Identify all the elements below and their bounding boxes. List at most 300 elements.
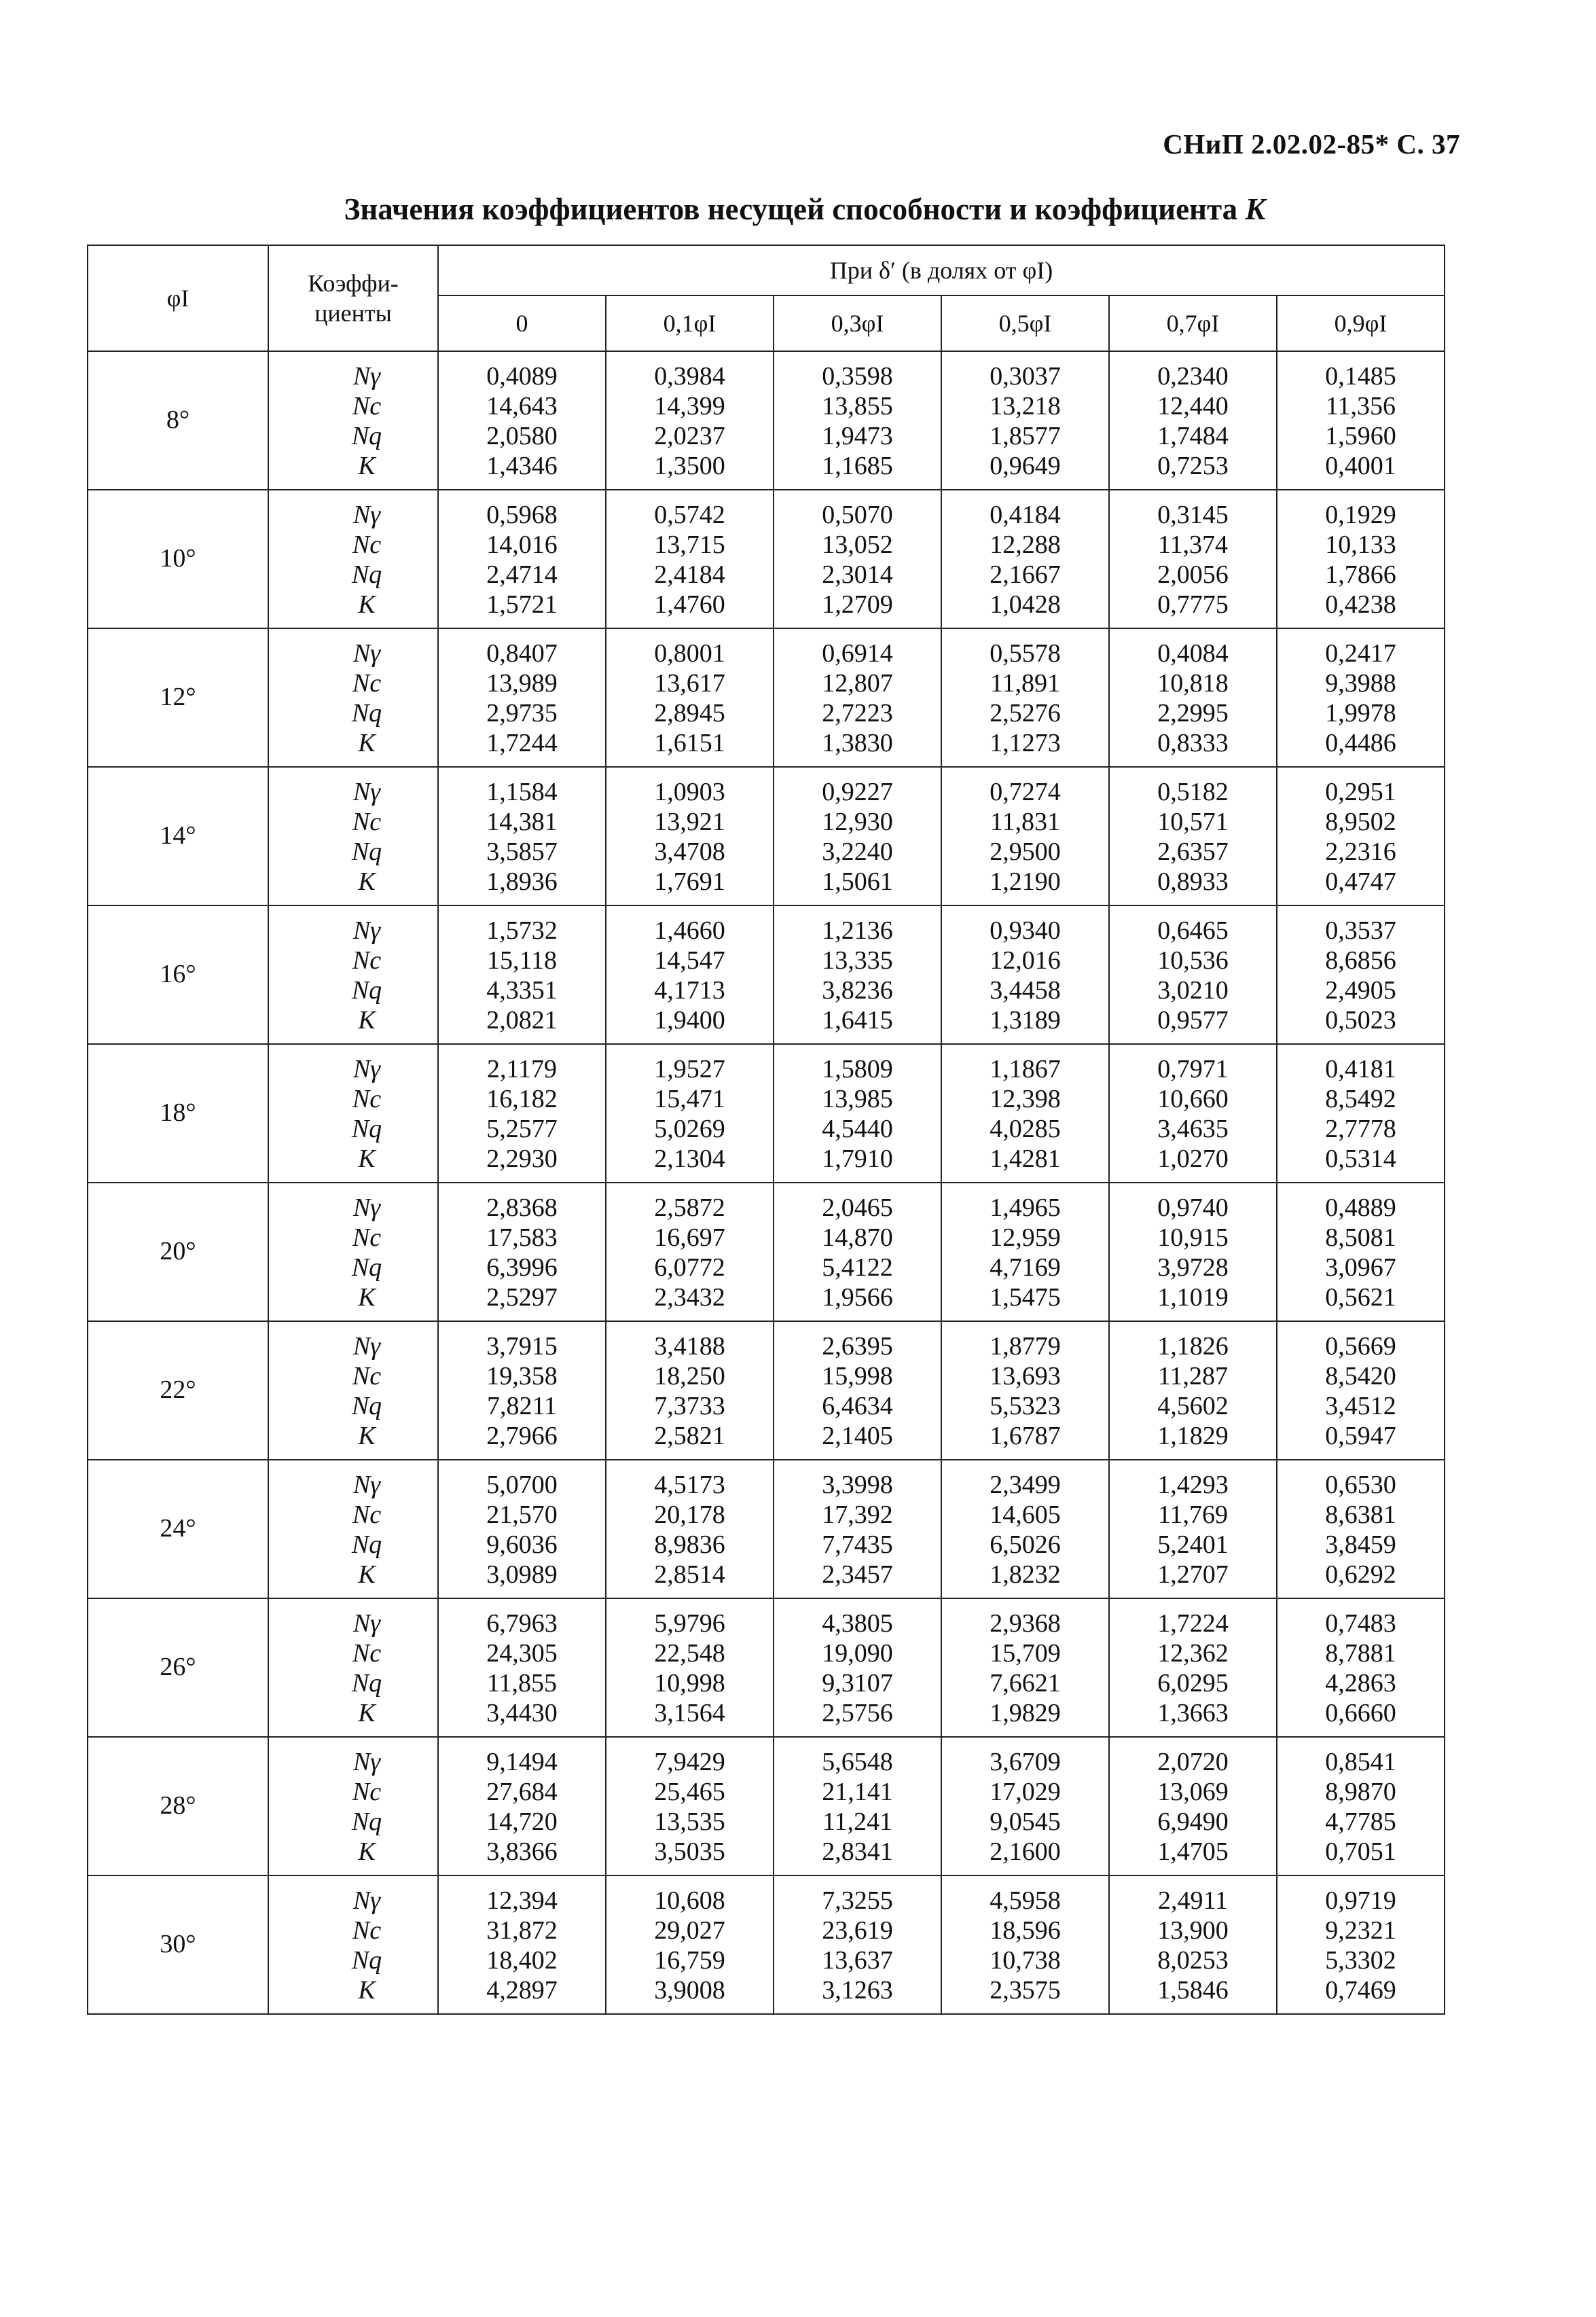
value-cell xyxy=(438,1875,606,2014)
phi-cell xyxy=(88,1460,268,1598)
coef-value: 8,5420 xyxy=(1325,1362,1396,1390)
value-cell xyxy=(606,767,774,905)
coef-column-header xyxy=(268,245,438,351)
coef-value: 4,5602 xyxy=(1157,1392,1229,1420)
coef-label: Nq xyxy=(351,699,382,728)
coef-value: 15,471 xyxy=(654,1085,725,1113)
value-cell xyxy=(774,1044,941,1183)
coef-value: 0,8407 xyxy=(486,639,558,668)
coef-value: 0,5742 xyxy=(654,501,725,529)
coef-value: 0,9740 xyxy=(1157,1193,1229,1222)
coef-value: 0,7483 xyxy=(1325,1609,1396,1638)
coef-value: 1,5061 xyxy=(822,867,893,896)
value-cell xyxy=(1109,905,1277,1044)
coef-value: 10,536 xyxy=(1157,946,1229,975)
coef-value: 1,1584 xyxy=(486,778,558,806)
coef-value: 2,6395 xyxy=(822,1332,893,1361)
coef-value: 11,831 xyxy=(990,808,1061,836)
coef-value: 6,0772 xyxy=(654,1253,725,1282)
coef-value: 2,3575 xyxy=(990,1976,1061,2005)
delta-group-header xyxy=(438,245,1445,295)
coef-value: 13,715 xyxy=(654,531,725,559)
table-row xyxy=(88,1598,1445,1737)
coef-value: 0,4084 xyxy=(1157,639,1229,668)
coef-label: K xyxy=(358,1283,376,1312)
coef-value: 0,4181 xyxy=(1325,1055,1396,1083)
coef-label: Nq xyxy=(351,1253,382,1282)
coef-value: 8,0253 xyxy=(1157,1946,1229,1975)
coef-label: Nc xyxy=(352,946,382,975)
coef-label: Nc xyxy=(352,1223,382,1252)
coef-value: 0,9719 xyxy=(1325,1886,1396,1915)
coef-value: 1,7910 xyxy=(822,1145,893,1173)
coef-value: 0,8333 xyxy=(1157,729,1229,757)
coef-label: Nγ xyxy=(352,1748,381,1776)
coef-value: 3,9728 xyxy=(1157,1253,1229,1282)
coef-value: 1,8779 xyxy=(990,1332,1061,1361)
coef-label: Nc xyxy=(352,669,382,698)
coef-value: 17,029 xyxy=(990,1778,1061,1806)
table-row xyxy=(88,351,1445,490)
coef-value: 13,069 xyxy=(1157,1778,1229,1806)
coef-value: 4,2897 xyxy=(486,1976,558,2005)
value-cell xyxy=(1277,1875,1445,2014)
value-cell xyxy=(1277,905,1445,1044)
coef-value: 10,998 xyxy=(654,1669,725,1698)
coef-value: 13,900 xyxy=(1157,1916,1229,1945)
coef-value: 11,287 xyxy=(1157,1362,1229,1390)
coef-value: 4,5173 xyxy=(654,1471,725,1499)
coef-value: 1,4705 xyxy=(1157,1837,1229,1866)
coef-value: 9,0545 xyxy=(990,1808,1061,1836)
coef-value: 5,9796 xyxy=(654,1609,725,1638)
coef-value: 12,930 xyxy=(822,808,893,836)
value-cell xyxy=(606,1321,774,1460)
coef-value: 3,5035 xyxy=(654,1837,725,1866)
coef-value: 13,617 xyxy=(654,669,725,698)
phi-cell xyxy=(88,767,268,905)
value-cell xyxy=(774,767,941,905)
coef-label: Nq xyxy=(351,976,382,1005)
column-header: 0,7φI xyxy=(1109,295,1277,351)
value-cell xyxy=(941,1183,1109,1321)
value-cell xyxy=(941,1875,1109,2014)
coef-label: Nc xyxy=(352,1085,382,1113)
value-cell xyxy=(1277,351,1445,490)
coef-label: Nc xyxy=(352,1501,382,1529)
coef-value: 2,1667 xyxy=(990,560,1061,589)
coef-value: 6,3996 xyxy=(486,1253,558,1282)
value-cell xyxy=(941,905,1109,1044)
phi-value: 28° xyxy=(160,1791,196,1820)
coef-value: 9,6036 xyxy=(486,1530,558,1559)
coef-label: Nγ xyxy=(352,1471,381,1499)
coef-value: 1,9527 xyxy=(654,1055,725,1083)
coef-value: 4,7785 xyxy=(1325,1808,1396,1836)
coef-value: 3,6709 xyxy=(990,1748,1061,1776)
coef-label: Nγ xyxy=(352,362,381,391)
coef-value: 11,356 xyxy=(1325,392,1396,420)
coef-value: 8,9502 xyxy=(1325,808,1396,836)
coef-value: 0,6465 xyxy=(1157,916,1229,945)
value-cell xyxy=(774,1737,941,1875)
coef-value: 1,9829 xyxy=(990,1699,1061,1727)
coef-value: 0,3598 xyxy=(822,362,893,391)
coef-label-cell xyxy=(268,1321,438,1460)
coef-value: 13,855 xyxy=(822,392,893,420)
column-header: 0,5φI xyxy=(941,295,1109,351)
coef-value: 9,3107 xyxy=(822,1669,893,1698)
coef-label: Nγ xyxy=(352,916,381,945)
phi-value: 30° xyxy=(160,1930,196,1958)
coef-value: 9,3988 xyxy=(1325,669,1396,698)
coef-value: 13,052 xyxy=(822,531,893,559)
coef-label-cell xyxy=(268,1737,438,1875)
coef-value: 10,660 xyxy=(1157,1085,1229,1113)
coef-value: 21,570 xyxy=(486,1501,558,1529)
table-row xyxy=(88,905,1445,1044)
coef-label-cell xyxy=(268,767,438,905)
value-cell xyxy=(606,1737,774,1875)
coef-value: 0,3537 xyxy=(1325,916,1396,945)
coef-value: 1,9978 xyxy=(1325,699,1396,728)
coef-value: 4,7169 xyxy=(990,1253,1061,1282)
coef-label-cell xyxy=(268,1875,438,2014)
coef-value: 0,7775 xyxy=(1157,590,1229,619)
coef-value: 3,0210 xyxy=(1157,976,1229,1005)
value-cell xyxy=(438,767,606,905)
coef-value: 3,4188 xyxy=(654,1332,725,1361)
coef-value: 2,0821 xyxy=(486,1006,558,1035)
coef-value: 0,4486 xyxy=(1325,729,1396,757)
value-cell xyxy=(438,1737,606,1875)
coef-value: 15,118 xyxy=(486,946,558,975)
coef-label: Nc xyxy=(352,808,382,836)
coef-value: 13,985 xyxy=(822,1085,893,1113)
coef-label: Nc xyxy=(352,1639,382,1668)
column-header: 0,9φI xyxy=(1277,295,1445,351)
coef-value: 3,1263 xyxy=(822,1976,893,2005)
coef-value: 4,3805 xyxy=(822,1609,893,1638)
coef-value: 13,535 xyxy=(654,1808,725,1836)
coef-value: 1,8577 xyxy=(990,422,1061,450)
coef-value: 1,9400 xyxy=(654,1006,725,1035)
coef-value: 2,0580 xyxy=(486,422,558,450)
value-cell xyxy=(1109,1737,1277,1875)
value-cell xyxy=(941,1598,1109,1737)
value-cell xyxy=(774,490,941,628)
table-row xyxy=(88,1875,1445,2014)
coef-value: 7,8211 xyxy=(486,1392,558,1420)
coef-value: 1,7484 xyxy=(1157,422,1229,450)
coef-value: 12,398 xyxy=(990,1085,1061,1113)
coef-value: 1,0903 xyxy=(654,778,725,806)
coef-value: 1,0270 xyxy=(1157,1145,1229,1173)
phi-cell xyxy=(88,351,268,490)
coef-value: 0,1485 xyxy=(1325,362,1396,391)
coef-value: 0,5578 xyxy=(990,639,1061,668)
coef-label: Nγ xyxy=(352,1193,381,1222)
coef-value: 1,7691 xyxy=(654,867,725,896)
coef-value: 1,8936 xyxy=(486,867,558,896)
coef-value: 5,2401 xyxy=(1157,1530,1229,1559)
coef-value: 0,5182 xyxy=(1157,778,1229,806)
coef-value: 4,1713 xyxy=(654,976,725,1005)
value-cell xyxy=(438,1460,606,1598)
value-cell xyxy=(774,1875,941,2014)
coef-value: 14,643 xyxy=(486,392,558,420)
coef-value: 0,6292 xyxy=(1325,1560,1396,1589)
coef-value: 3,9008 xyxy=(654,1976,725,2005)
coef-value: 1,6787 xyxy=(990,1422,1061,1450)
coef-value: 3,5857 xyxy=(486,838,558,866)
coef-value: 3,4635 xyxy=(1157,1115,1229,1143)
coef-value: 14,547 xyxy=(654,946,725,975)
coef-value: 3,4430 xyxy=(486,1699,558,1727)
coef-value: 1,1867 xyxy=(990,1055,1061,1083)
coef-value: 6,0295 xyxy=(1157,1669,1229,1698)
value-cell xyxy=(941,351,1109,490)
coef-value: 12,362 xyxy=(1157,1639,1229,1668)
coef-value: 13,921 xyxy=(654,808,725,836)
coef-value: 2,1600 xyxy=(990,1837,1061,1866)
coef-value: 0,5968 xyxy=(486,501,558,529)
coef-label: Nγ xyxy=(352,639,381,668)
value-cell xyxy=(438,490,606,628)
coef-value: 2,4184 xyxy=(654,560,725,589)
coef-value: 0,7469 xyxy=(1325,1976,1396,2005)
coef-label: K xyxy=(358,1976,376,2005)
coef-value: 11,769 xyxy=(1157,1501,1229,1529)
phi-value: 20° xyxy=(160,1237,196,1265)
coef-value: 8,7881 xyxy=(1325,1639,1396,1668)
value-cell xyxy=(941,1321,1109,1460)
coef-value: 1,6151 xyxy=(654,729,725,757)
coef-value: 2,3457 xyxy=(822,1560,893,1589)
coef-value: 0,8001 xyxy=(654,639,725,668)
coef-value: 17,583 xyxy=(486,1223,558,1252)
coef-label: Nq xyxy=(351,1115,382,1143)
coef-value: 2,0465 xyxy=(822,1193,893,1222)
coef-value: 2,1405 xyxy=(822,1422,893,1450)
coef-value: 0,3984 xyxy=(654,362,725,391)
value-cell xyxy=(1277,1183,1445,1321)
coef-value: 0,3037 xyxy=(990,362,1061,391)
value-cell xyxy=(606,351,774,490)
coef-value: 0,5023 xyxy=(1325,1006,1396,1035)
coef-value: 2,8368 xyxy=(486,1193,558,1222)
value-cell xyxy=(1277,1321,1445,1460)
coef-value: 7,3255 xyxy=(822,1886,893,1915)
coef-value: 20,178 xyxy=(654,1501,725,1529)
coef-value: 10,738 xyxy=(990,1946,1061,1975)
coef-value: 0,7253 xyxy=(1157,452,1229,480)
coef-label: Nc xyxy=(352,392,382,420)
coef-value: 0,1929 xyxy=(1325,501,1396,529)
coef-label: Nq xyxy=(351,838,382,866)
coef-value: 23,619 xyxy=(822,1916,893,1945)
value-cell xyxy=(438,351,606,490)
value-cell xyxy=(606,1044,774,1183)
coef-value: 2,9368 xyxy=(990,1609,1061,1638)
coef-value: 9,1494 xyxy=(486,1748,558,1776)
coef-value: 0,8541 xyxy=(1325,1748,1396,1776)
coef-value: 3,4458 xyxy=(990,976,1061,1005)
coef-value: 15,998 xyxy=(822,1362,893,1390)
phi-cell xyxy=(88,1044,268,1183)
coef-value: 10,915 xyxy=(1157,1223,1229,1252)
coef-value: 2,8341 xyxy=(822,1837,893,1866)
value-cell xyxy=(941,628,1109,767)
coef-label-cell xyxy=(268,628,438,767)
coef-value: 24,305 xyxy=(486,1639,558,1668)
coef-value: 2,3014 xyxy=(822,560,893,589)
phi-cell xyxy=(88,905,268,1044)
table-row xyxy=(88,1321,1445,1460)
coef-value: 1,9566 xyxy=(822,1283,893,1312)
value-cell xyxy=(774,351,941,490)
coef-label: K xyxy=(358,452,376,480)
value-cell xyxy=(774,1321,941,1460)
value-cell xyxy=(438,1183,606,1321)
table-body xyxy=(88,351,1445,2014)
coef-value: 0,9577 xyxy=(1157,1006,1229,1035)
coef-value: 4,0285 xyxy=(990,1115,1061,1143)
phi-value: 8° xyxy=(166,406,190,434)
phi-cell xyxy=(88,1875,268,2014)
value-cell xyxy=(1277,1737,1445,1875)
coef-value: 1,5960 xyxy=(1325,422,1396,450)
coef-label: Nq xyxy=(351,1530,382,1559)
coef-value: 8,9870 xyxy=(1325,1778,1396,1806)
coef-label: Nγ xyxy=(352,1886,381,1915)
coef-value: 0,5669 xyxy=(1325,1332,1396,1361)
coef-label: K xyxy=(358,1699,376,1727)
coef-value: 2,7223 xyxy=(822,699,893,728)
value-cell xyxy=(438,628,606,767)
coef-value: 0,4238 xyxy=(1325,590,1396,619)
coef-value: 14,016 xyxy=(486,531,558,559)
coef-value: 15,709 xyxy=(990,1639,1061,1668)
table-row xyxy=(88,490,1445,628)
coef-value: 1,3663 xyxy=(1157,1699,1229,1727)
coef-value: 1,7866 xyxy=(1325,560,1396,589)
coef-value: 2,3432 xyxy=(654,1283,725,1312)
value-cell xyxy=(941,1737,1109,1875)
value-cell xyxy=(941,1460,1109,1598)
coef-value: 2,9735 xyxy=(486,699,558,728)
value-cell xyxy=(1109,351,1277,490)
value-cell xyxy=(941,1044,1109,1183)
phi-cell xyxy=(88,1598,268,1737)
coef-label-cell xyxy=(268,1598,438,1737)
value-cell xyxy=(606,1598,774,1737)
coef-label-cell xyxy=(268,351,438,490)
coef-value: 0,2417 xyxy=(1325,639,1396,668)
coef-label: Nq xyxy=(351,560,382,589)
phi-value: 24° xyxy=(160,1514,196,1543)
coef-value: 1,7244 xyxy=(486,729,558,757)
value-cell xyxy=(774,628,941,767)
coef-value: 5,5323 xyxy=(990,1392,1061,1420)
value-cell xyxy=(1277,490,1445,628)
coef-value: 1,2190 xyxy=(990,867,1061,896)
coef-value: 0,4001 xyxy=(1325,452,1396,480)
value-cell xyxy=(606,1875,774,2014)
coef-value: 12,807 xyxy=(822,669,893,698)
value-cell xyxy=(1109,1044,1277,1183)
coef-value: 1,5809 xyxy=(822,1055,893,1083)
coef-value: 2,2995 xyxy=(1157,699,1229,728)
phi-value: 18° xyxy=(160,1098,196,1127)
value-cell xyxy=(1277,1598,1445,1737)
coef-label: Nq xyxy=(351,1392,382,1420)
coef-value: 2,5276 xyxy=(990,699,1061,728)
coef-value: 3,8236 xyxy=(822,976,893,1005)
coef-value: 2,4905 xyxy=(1325,976,1396,1005)
coef-value: 2,5872 xyxy=(654,1193,725,1222)
coef-value: 2,1304 xyxy=(654,1145,725,1173)
coef-label: K xyxy=(358,1145,376,1173)
coef-value: 5,3302 xyxy=(1325,1946,1396,1975)
coef-value: 2,4911 xyxy=(1157,1886,1229,1915)
table-row xyxy=(88,628,1445,767)
page-title-text: Значения коэффициентов несущей способности и коэффициента xyxy=(344,192,1238,226)
coef-value: 2,4714 xyxy=(486,560,558,589)
coef-value: 1,7224 xyxy=(1157,1609,1229,1638)
coef-value: 14,720 xyxy=(486,1808,558,1836)
coef-value: 5,0700 xyxy=(486,1471,558,1499)
coef-value: 19,090 xyxy=(822,1639,893,1668)
coef-label-cell xyxy=(268,1460,438,1598)
coef-value: 1,4760 xyxy=(654,590,725,619)
delta-group-header-text: При δ′ (в долях от φI) xyxy=(829,257,1053,284)
value-cell xyxy=(606,628,774,767)
coef-value: 11,374 xyxy=(1157,531,1229,559)
table-row xyxy=(88,1044,1445,1183)
table-row xyxy=(88,767,1445,905)
coef-value: 3,8459 xyxy=(1325,1530,1396,1559)
coef-label: Nq xyxy=(351,1808,382,1836)
coef-value: 5,6548 xyxy=(822,1748,893,1776)
value-cell xyxy=(1109,628,1277,767)
coef-value: 1,2707 xyxy=(1157,1560,1229,1589)
coef-value: 8,6381 xyxy=(1325,1501,1396,1529)
coef-value: 3,4512 xyxy=(1325,1392,1396,1420)
coef-value: 3,7915 xyxy=(486,1332,558,1361)
coef-value: 0,6660 xyxy=(1325,1699,1396,1727)
coef-value: 7,6621 xyxy=(990,1669,1061,1698)
coef-value: 2,9500 xyxy=(990,838,1061,866)
phi-cell xyxy=(88,628,268,767)
coef-value: 6,9490 xyxy=(1157,1808,1229,1836)
coef-value: 5,0269 xyxy=(654,1115,725,1143)
coef-value: 29,027 xyxy=(654,1916,725,1945)
coef-value: 4,3351 xyxy=(486,976,558,1005)
coef-value: 0,9227 xyxy=(822,778,893,806)
coef-value: 27,684 xyxy=(486,1778,558,1806)
coef-value: 2,2930 xyxy=(486,1145,558,1173)
coef-value: 0,7274 xyxy=(990,778,1061,806)
phi-value: 10° xyxy=(160,544,196,573)
coef-value: 0,6530 xyxy=(1325,1471,1396,1499)
coef-value: 12,288 xyxy=(990,531,1061,559)
coef-value: 9,2321 xyxy=(1325,1916,1396,1945)
coef-value: 14,605 xyxy=(990,1501,1061,1529)
coef-value: 0,5314 xyxy=(1325,1145,1396,1173)
phi-value: 22° xyxy=(160,1376,196,1404)
coef-label: Nq xyxy=(351,1669,382,1698)
